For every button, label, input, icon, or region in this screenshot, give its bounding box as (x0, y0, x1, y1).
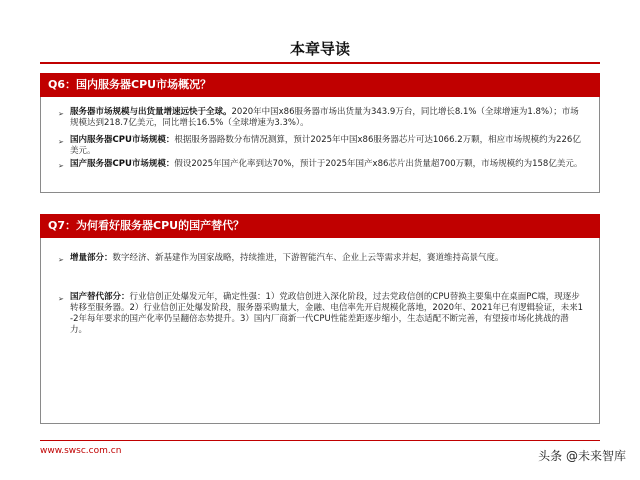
q7-item-2-body: 行业信创正处爆发元年，确定性强：1）党政信创进入深化阶段，过去党政信创的CPU替换主要集中在桌面PC端，现逐步转移至服务器。2）行业信创正处爆发阶段，服务器采购量大，金融、电信率先开启规模化落地，2020年、2021年已有逻辑验证，未来1-2年每年要求的国产化率仍呈翻倍态势提升。3）国内厂商新一代CPU性能差距逐步缩小，生态适配不断完善，有望接市场化挑战的潜力。 (70, 292, 584, 335)
q6-item-2-body: 根据服务器路数分布情况测算，预计2025年中国x86服务器芯片可达1066.2万颗，相应市场规模约为226亿美元。 (70, 135, 581, 156)
bullet-icon: ➢ (58, 110, 64, 118)
footer-divider (40, 440, 600, 441)
q7-item-2-lead: 国产替代部分： (70, 292, 130, 302)
bullet-icon: ➢ (58, 162, 64, 170)
footer-url: www.swsc.com.cn (40, 446, 122, 456)
q6-item-3 (70, 159, 585, 170)
q7-item-1 (70, 253, 585, 264)
q6-item-2 (70, 135, 585, 157)
q6-item-3-body: 假设2025年国产化率到达70%，预计于2025年国产x86芯片出货量超700万颗，市场规模约为158亿美元。 (174, 159, 583, 169)
q7-item-1-body: 数字经济、新基建作为国家战略，持续推进，下游智能汽车、企业上云等需求并起，赛道维持高景气度。 (112, 253, 504, 263)
q6-item-1-body: 2020年中国x86服务器市场出货量为343.9万台，同比增长8.1%（全球增速为1.8%）；市场规模达到218.7亿美元，同比增长16.5%（全球增速为3.3%）。 (70, 107, 579, 128)
q7-header: Q7：为何看好服务器CPU的国产替代？ (40, 214, 600, 238)
q6-item-1 (70, 107, 585, 129)
q6-item-2-lead: 国内服务器CPU市场规模： (70, 135, 175, 145)
q7-item-2 (70, 292, 585, 336)
q7-item-1-lead: 增量部分： (70, 253, 113, 263)
title-divider (40, 62, 600, 64)
q6-header: Q6：国内服务器CPU市场概况？ (40, 73, 600, 97)
q6-item-3-lead: 国产服务器CPU市场规模： (70, 159, 175, 169)
bullet-icon: ➢ (58, 256, 64, 264)
watermark: 头条 @未来智库 (538, 449, 626, 463)
page-title: 本章导读 (289, 40, 350, 58)
bullet-icon: ➢ (58, 295, 64, 303)
bullet-icon: ➢ (58, 138, 64, 146)
q6-item-1-lead: 服务器市场规模与出货量增速远快于全球。 (70, 107, 232, 117)
